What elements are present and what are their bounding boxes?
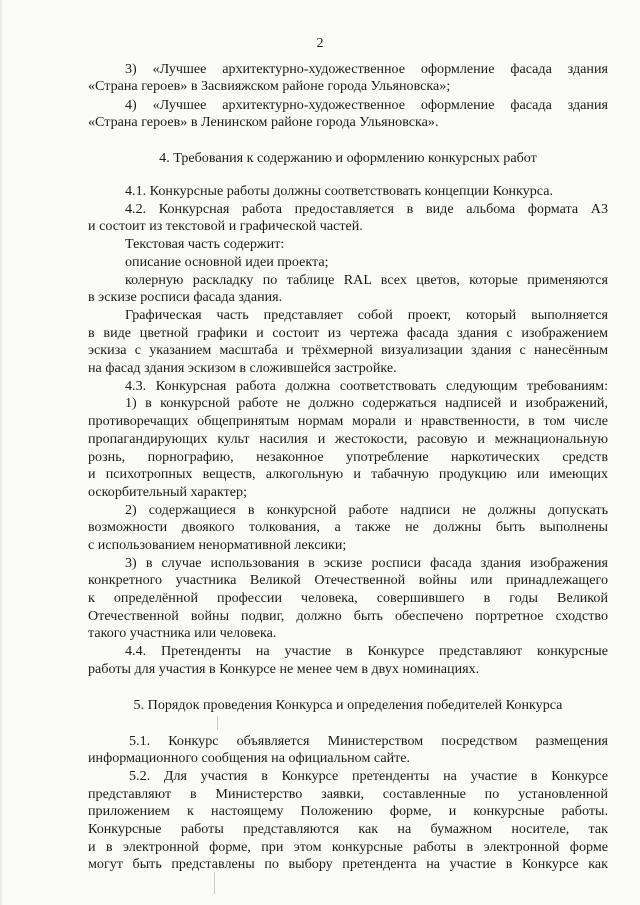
- requirement-2-line-1: 2) содержащиеся в конкурсной работе надписи не должны допускать: [125, 502, 608, 518]
- graphic-part-line-3: эскиза с указанием масштаба и трёхмерной визуализации здания с нанесённым: [88, 342, 608, 358]
- requirement-1-line-4: рознь, порнографию, незаконное употребление наркотических средств: [88, 449, 608, 465]
- graphic-part-line-1: Графическая часть представляет собой проект, который выполняется: [125, 307, 608, 323]
- paragraph-4-2-line-1: 4.2. Конкурсная работа предоставляется в виде альбома формата А3: [125, 201, 608, 217]
- list-item-4-line-2: «Страна героев» в Ленинском районе города Ульяновска».: [88, 114, 439, 130]
- text-part-item-1: описание основной идеи проекта;: [125, 254, 329, 270]
- list-item-4-line-1: 4) «Лучшее архитектурно-художественное оформление фасада здания: [125, 97, 608, 113]
- paragraph-5-2-line-5: и в электронной форме, при этом конкурсные работы в электронной форме: [88, 839, 608, 855]
- requirement-3-line-5: такого участника или человека.: [88, 625, 277, 641]
- requirement-3-line-3: к определённой профессии человека, совершившего в годы Великой: [88, 590, 608, 606]
- scan-mark: [214, 872, 215, 894]
- text-part-item-2-line-2: в эскизе росписи фасада здания.: [88, 289, 283, 305]
- requirement-1-line-2: противоречащих общепринятым нормам морали и нравственности, в том числе: [88, 413, 608, 429]
- paragraph-4-1: 4.1. Конкурсные работы должны соответствовать концепции Конкурса.: [125, 183, 553, 199]
- paragraph-4-4-line-1: 4.4. Претенденты на участие в Конкурсе представляют конкурсные: [125, 643, 608, 659]
- requirement-2-line-2: возможности двоякого толкования, а также не должны быть выполнены: [88, 519, 608, 535]
- page-number: 2: [316, 36, 324, 51]
- graphic-part-line-2: в виде цветной графики и состоит из чертежа фасада здания с изображением: [88, 325, 608, 341]
- graphic-part-line-4: на фасад здания эскизом в сложившейся застройке.: [88, 360, 397, 376]
- text-part-intro: Текстовая часть содержит:: [125, 236, 285, 252]
- list-item-3-line-1: 3) «Лучшее архитектурно-художественное оформление фасада здания: [125, 61, 608, 77]
- requirement-1-line-1: 1) в конкурсной работе не должно содержаться надписей и изображений,: [125, 395, 608, 411]
- requirement-1-line-5: и психотропных веществ, алкогольную и табачную продукцию или имеющих: [88, 466, 608, 482]
- scan-mark: [217, 716, 218, 730]
- paragraph-4-3: 4.3. Конкурсная работа должна соответствовать следующим требованиям:: [125, 378, 608, 394]
- section-4-heading: 4. Требования к содержанию и оформлению конкурсных работ: [159, 150, 537, 166]
- paragraph-5-2-line-3: приложением к настоящему Положению форме, и конкурсные работы.: [88, 803, 608, 819]
- requirement-3-line-4: Отечественной войны подвиг, должно быть обеспечено портретное сходство: [88, 608, 608, 624]
- requirement-1-line-3: пропагандирующих культ насилия и жестокости, расовую и межнациональную: [88, 431, 608, 447]
- paragraph-5-1-line-1: 5.1. Конкурс объявляется Министерством посредством размещения: [129, 733, 608, 749]
- paragraph-5-2-line-1: 5.2. Для участия в Конкурсе претенденты на участие в Конкурсе: [129, 768, 608, 784]
- section-5-heading: 5. Порядок проведения Конкурса и определения победителей Конкурса: [133, 697, 563, 713]
- paragraph-5-1-line-2: информационного сообщения на официальном сайте.: [88, 750, 411, 766]
- list-item-3-line-2: «Страна героев» в Засвияжском районе города Ульяновска»;: [88, 78, 451, 94]
- paragraph-5-2-line-6: могут быть представлены по выбору претендента на участие в Конкурсе как: [88, 856, 608, 872]
- requirement-3-line-2: конкретного участника Великой Отечественной войны или принадлежащего: [88, 572, 608, 588]
- requirement-1-line-6: оскорбительный характер;: [88, 484, 248, 500]
- paragraph-5-2-line-4: Конкурсные работы представляются как на бумажном носителе, так: [88, 821, 608, 837]
- scan-edge: [0, 0, 2, 905]
- paragraph-4-2-line-2: и состоит из текстовой и графической частей.: [88, 218, 363, 234]
- paragraph-4-4-line-2: работы для участия в Конкурсе не менее чем в двух номинациях.: [88, 661, 480, 677]
- text-part-item-2-line-1: колерную раскладку по таблице RAL всех цветов, которые применяются: [125, 272, 608, 288]
- requirement-2-line-3: с использованием ненормативной лексики;: [88, 537, 347, 553]
- requirement-3-line-1: 3) в случае использования в эскизе росписи фасада здания изображения: [125, 555, 608, 571]
- paragraph-5-2-line-2: представляют в Министерство заявки, составленные по установленной: [88, 786, 608, 802]
